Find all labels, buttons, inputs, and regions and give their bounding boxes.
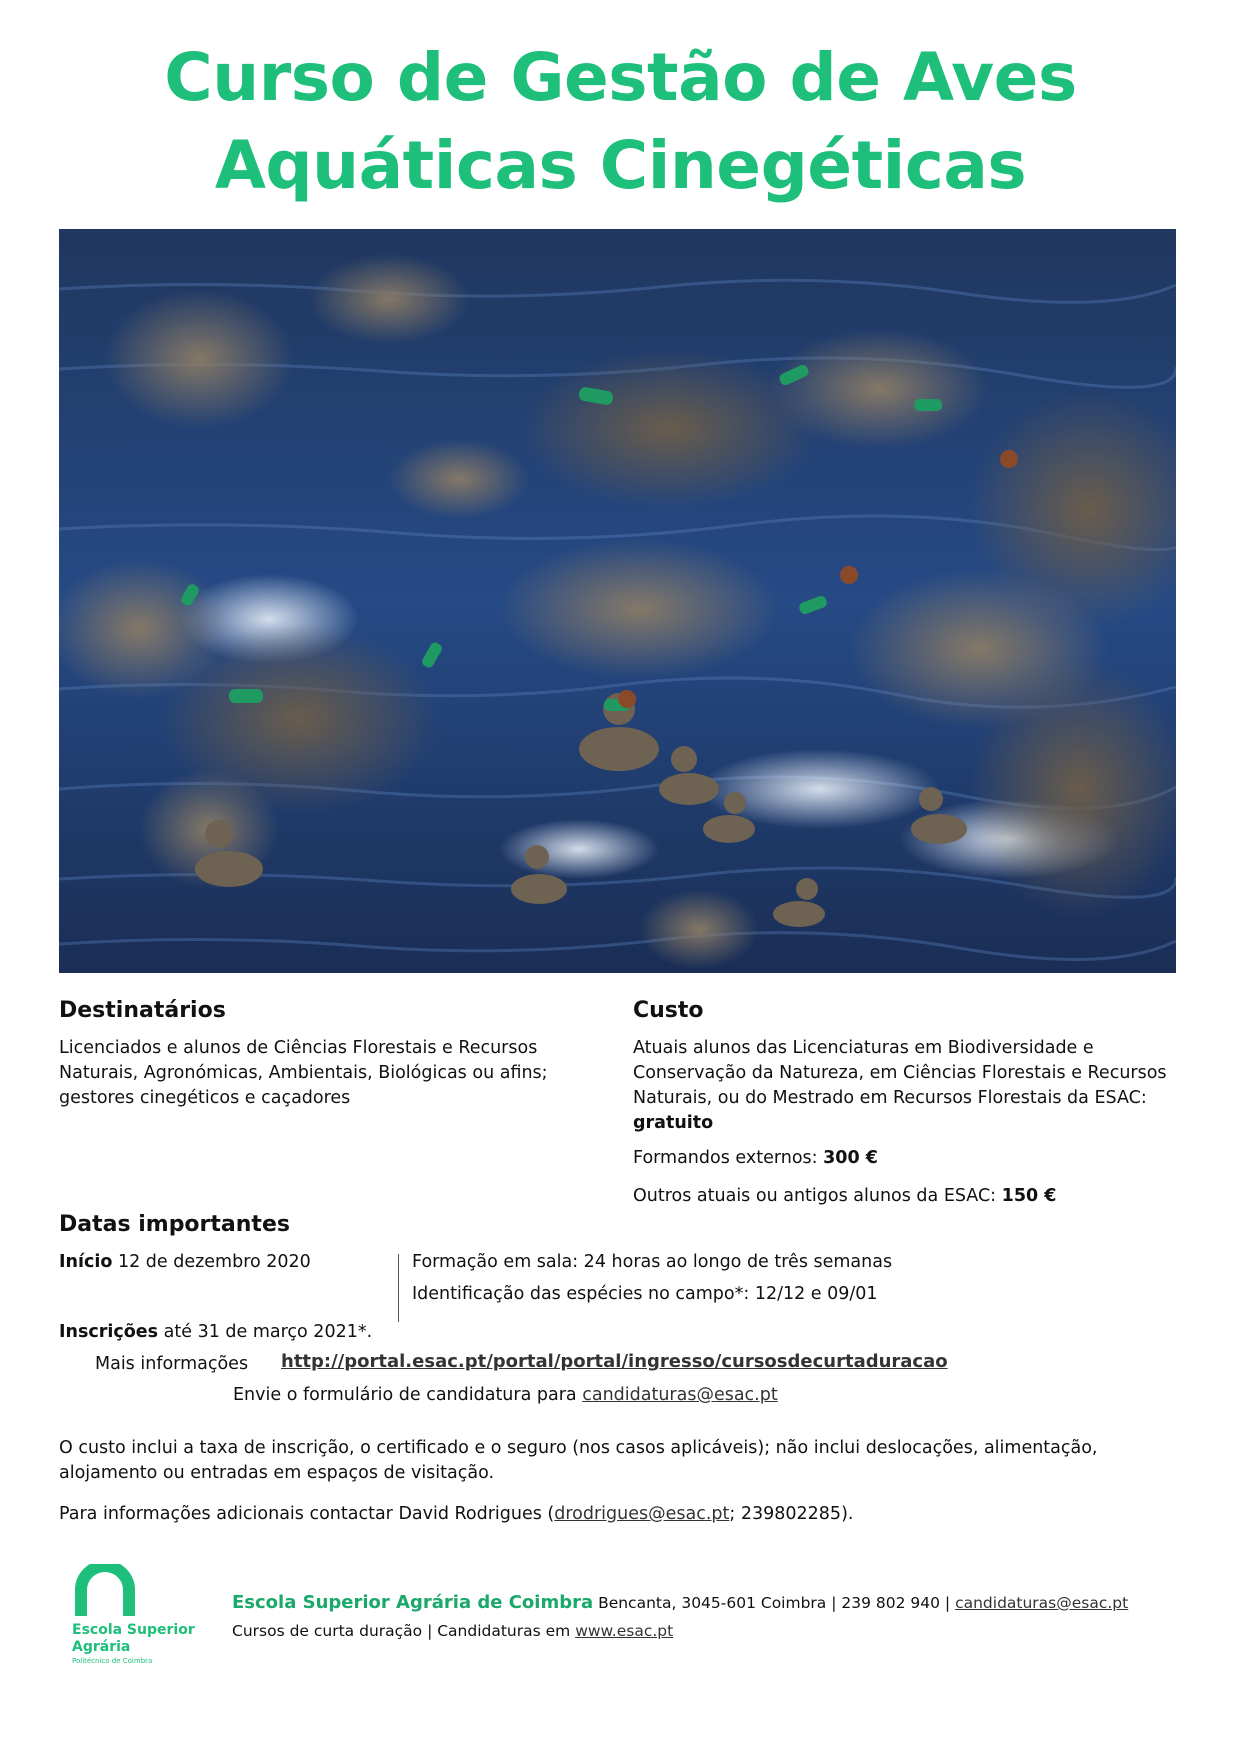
logo-text-line-2: Agrária [72, 1639, 131, 1655]
footer-school-name: Escola Superior Agrária de Coimbra [232, 1592, 594, 1613]
contact-sep: ; [729, 1504, 741, 1524]
page-title-line-1: Curso de Gestão de Aves [164, 39, 1077, 116]
hero-photo-ducks [59, 229, 1176, 973]
custo-alunos-text [633, 1036, 1178, 1136]
envie-email-link[interactable]: candidaturas@esac.pt [582, 1385, 778, 1405]
datas-inicio-label: Início [59, 1252, 113, 1272]
esac-logo [72, 1564, 212, 1674]
footer-email-link[interactable]: candidaturas@esac.pt [955, 1594, 1129, 1612]
datas-inicio [59, 1250, 311, 1275]
custo-alunos-price: gratuito [633, 1113, 714, 1133]
footer-line-2 [232, 1620, 673, 1642]
esac-arch-icon [75, 1564, 135, 1616]
custo-alunos-desc: Atuais alunos das Licenciaturas em Biodiversidade e Conservação da Natureza, em Ciências Florestais e Recursos Naturais, ou do Mestrado em Recursos Florestais da ESAC: [633, 1038, 1167, 1108]
custo-externos [633, 1146, 878, 1171]
datas-inscricoes [59, 1320, 372, 1345]
custo-externos-price: 300 € [823, 1148, 878, 1168]
envie-text: Envie o formulário de candidatura para [233, 1385, 577, 1405]
destinatarios-heading: Destinatários [59, 998, 226, 1023]
datas-campo: Identificação das espécies no campo*: 12/12 e 09/01 [412, 1284, 878, 1304]
datas-heading: Datas importantes [59, 1212, 290, 1237]
custo-outros-label: Outros atuais ou antigos alunos da ESAC: [633, 1186, 997, 1206]
envie-line [233, 1383, 778, 1408]
datas-formacao: Formação em sala: 24 horas ao longo de três semanas [412, 1252, 893, 1272]
custo-heading: Custo [633, 998, 704, 1023]
datas-inscricoes-label: Inscrições [59, 1322, 159, 1342]
datas-inscricoes-value: até 31 de março 2021*. [163, 1322, 373, 1342]
contact-prefix: Para informações adicionais contactar David Rodrigues ( [59, 1504, 555, 1524]
contact-phone: 239802285 [740, 1504, 842, 1524]
page-title-line-2: Aquáticas Cinegéticas [214, 127, 1027, 204]
custo-outros [633, 1184, 1056, 1209]
logo-text-line-3: Politécnico de Coimbra [72, 1657, 153, 1665]
footer-website-link[interactable]: www.esac.pt [575, 1622, 674, 1640]
custo-inclui-note: O custo inclui a taxa de inscrição, o certificado e o seguro (nos casos aplicáveis); não inclui deslocações, alimentação, alojamento ou entradas em espaços de visitação. [59, 1438, 1098, 1483]
custo-outros-price: 150 € [1001, 1186, 1057, 1206]
datas-inicio-value: 12 de dezembro 2020 [117, 1252, 311, 1272]
logo-text-line-1: Escola Superior [72, 1622, 195, 1638]
custo-externos-label: Formandos externos: [633, 1148, 818, 1168]
contact-line [59, 1502, 853, 1527]
destinatarios-text: Licenciados e alunos de Ciências Florestais e Recursos Naturais, Agronómicas, Ambientais, Biológicas ou afins; gestores cinegéticos e caçadores [59, 1038, 548, 1108]
mais-info-link[interactable]: http://portal.esac.pt/portal/portal/ingresso/cursosdecurtaduracao [281, 1351, 948, 1372]
footer-line2-prefix: Cursos de curta duração | Candidaturas em [232, 1622, 571, 1640]
contact-suffix: ). [841, 1504, 854, 1524]
contact-email-link[interactable]: drodrigues@esac.pt [554, 1504, 730, 1524]
datas-divider [398, 1254, 399, 1322]
footer-line-1 [232, 1592, 1128, 1614]
mais-info-label: Mais informações [95, 1354, 249, 1374]
footer-address: Bencanta, 3045-601 Coimbra | 239 802 940 | [598, 1594, 951, 1612]
